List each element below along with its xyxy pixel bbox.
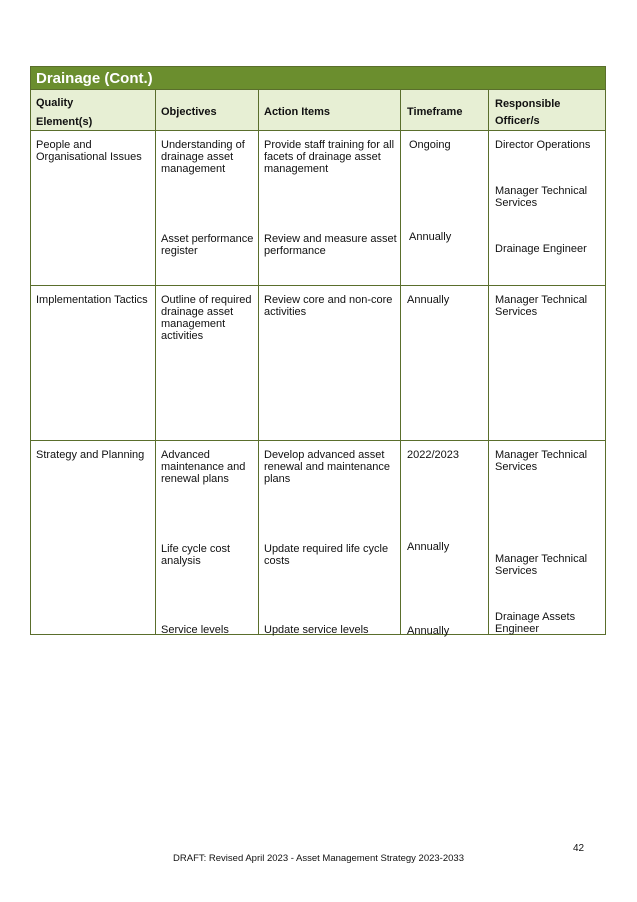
cell-implementation-officer-1: Manager Technical Services	[495, 294, 588, 318]
header-action-items: Action Items	[264, 106, 331, 118]
page-footer: DRAFT: Revised April 2023 - Asset Management Strategy 2023-2033	[173, 853, 464, 864]
header-quality-line1: Quality	[36, 97, 74, 109]
column-divider	[155, 89, 156, 635]
column-divider	[400, 89, 401, 635]
column-divider	[258, 89, 259, 635]
table-title: Drainage (Cont.)	[31, 67, 605, 89]
cell-strategy-officer-3: Drainage Assets Engineer	[495, 611, 576, 635]
row-divider	[31, 440, 605, 441]
cell-strategy-objective-3: Service levels	[161, 624, 229, 636]
cell-strategy-action-1: Develop advanced asset renewal and maintenance plans	[264, 449, 390, 485]
column-divider	[488, 89, 489, 635]
header-quality-line2: Element(s)	[36, 116, 93, 128]
cell-people-objective-2: Asset performance register	[161, 233, 254, 257]
cell-people-action-2: Review and measure asset performance	[264, 233, 397, 257]
cell-strategy-timeframe-1: 2022/2023	[407, 449, 459, 461]
cell-strategy-officer-1: Manager Technical Services	[495, 449, 588, 473]
cell-strategy-element: Strategy and Planning	[36, 449, 145, 461]
row-divider	[31, 285, 605, 286]
header-timeframe: Timeframe	[407, 106, 463, 118]
cell-strategy-objective-2: Life cycle cost analysis	[161, 543, 231, 567]
cell-implementation-timeframe-1: Annually	[407, 294, 450, 306]
cell-implementation-objective-1: Outline of required drainage asset management activities	[161, 294, 252, 342]
cell-people-objective-1: Understanding of drainage asset management	[161, 139, 245, 175]
cell-implementation-element: Implementation Tactics	[36, 294, 148, 306]
cell-strategy-action-2: Update required life cycle costs	[264, 543, 389, 567]
cell-people-element: People and Organisational Issues	[36, 139, 142, 163]
page-number: 42	[573, 843, 585, 854]
header-officer-line1: Responsible	[495, 98, 561, 110]
cell-implementation-action-1: Review core and non-core activities	[264, 294, 393, 318]
cell-people-officer-2: Drainage Engineer	[495, 243, 587, 255]
cell-strategy-officer-2: Manager Technical Services	[495, 553, 588, 577]
header-objectives: Objectives	[161, 106, 217, 118]
cell-strategy-objective-1: Advanced maintenance and renewal plans	[161, 449, 246, 485]
cell-people-timeframe-2: Annually	[409, 231, 452, 243]
cell-people-action-1: Provide staff training for all facets of drainage asset management	[264, 139, 395, 175]
cell-people-officer-1a: Director Operations	[495, 139, 591, 151]
cell-strategy-timeframe-3: Annually	[407, 625, 450, 637]
cell-strategy-action-3: Update service levels	[264, 624, 369, 636]
header-quality-element	[36, 95, 92, 131]
cell-strategy-timeframe-2: Annually	[407, 541, 450, 553]
header-responsible-officer	[495, 96, 560, 130]
cell-people-officer-1b: Manager Technical Services	[495, 185, 588, 209]
header-officer-line2: Officer/s	[495, 115, 540, 127]
cell-people-timeframe-1: Ongoing	[409, 139, 451, 151]
